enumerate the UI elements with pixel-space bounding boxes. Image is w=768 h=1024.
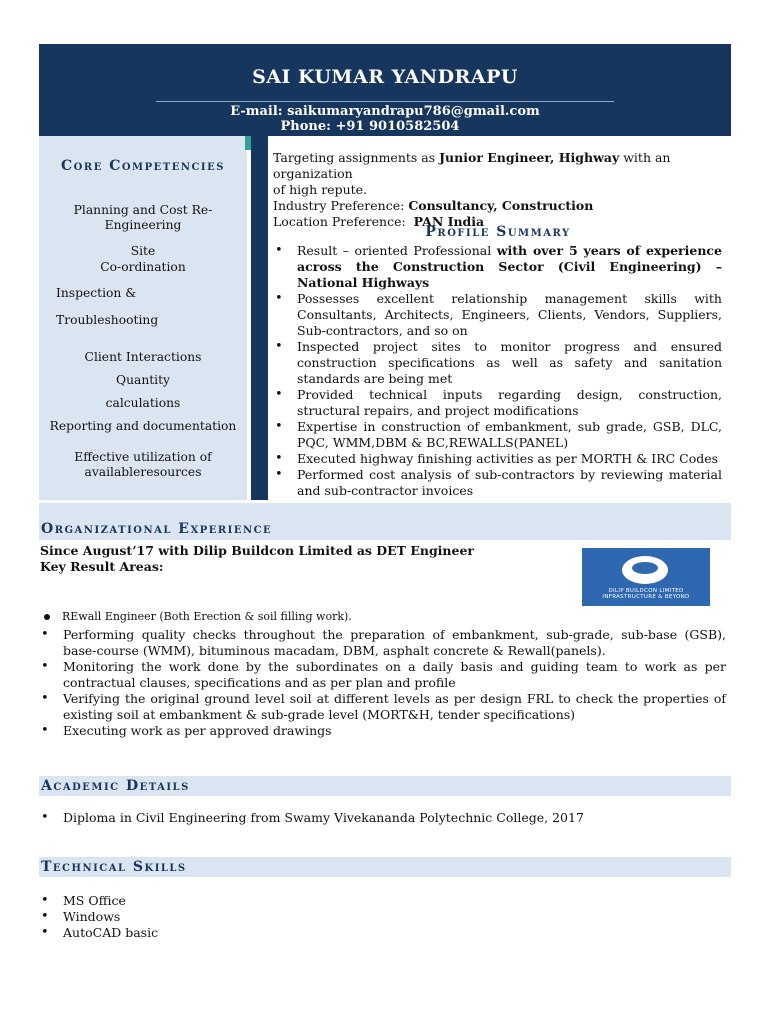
company-logo — [582, 548, 710, 606]
competency-item: calculations — [105, 396, 181, 410]
competency-item: Planning and Cost Re- — [73, 203, 213, 217]
responsibility-item: • Executing work as per approved drawings — [40, 723, 726, 739]
summary-item: • Expertise in construction of embankment, sub grade, GSB, DLC, PQC, WMM,DBM & BC,REWALLS(PANEL) — [274, 419, 722, 451]
skill-item: • Windows — [40, 909, 158, 925]
email-text: E-mail: saikumaryandrapu786@gmail.com — [230, 104, 540, 119]
responsibility-item: • Performing quality checks throughout the preparation of embankment, sub-grade, sub-base (GSB), base-course (WMM), bituminous macadam, DBM, asphalt concrete & Rewall(panels). — [40, 627, 726, 659]
objective-line: of high repute. — [273, 182, 368, 197]
objective-line: Targeting assignments as Junior Engineer, Highway with an organization — [273, 150, 671, 181]
competency-item: availableresources — [84, 465, 202, 479]
logo-swirl-inner — [632, 562, 658, 574]
summary-item: • Provided technical inputs regarding design, construction, structural repairs, and project modifications — [274, 387, 722, 419]
technical-title: Technical Skills — [41, 859, 187, 875]
competency-item: Site — [130, 244, 156, 258]
candidate-name: SAI KUMAR YANDRAPU — [252, 66, 518, 88]
competency-item: Co-ordination — [100, 260, 186, 274]
key-result-areas-label: Key Result Areas: — [40, 559, 164, 574]
logo-text: DILIP BUILDCON LIMITED INFRASTRUCTURE & BEYOND — [602, 588, 690, 600]
column-divider — [251, 136, 268, 500]
summary-item: • Possesses excellent relationship management skills with Consultants, Architects, Engineers, Clients, Vendors, Suppliers, Sub-contractors, and so on — [274, 291, 722, 339]
profile-summary-title: Profile Summary — [425, 224, 571, 240]
header-divider — [156, 101, 614, 102]
competency-item: Quantity — [115, 373, 170, 387]
responsibility-item: • Verifying the original ground level soil at different levels as per design FRL to check the properties of existing soil at embankment & sub-grade level (MORT&H, tender specifications) — [40, 691, 726, 723]
summary-item: • Inspected project sites to monitor progress and ensured construction specifications as well as safety and sanitation standards are being met — [274, 339, 722, 387]
skill-item: • MS Office — [40, 893, 158, 909]
competency-item: Inspection & — [56, 286, 137, 300]
responsibility-list — [40, 627, 726, 739]
summary-item: • Executed highway finishing activities as per MORTH & IRC Codes — [274, 451, 722, 467]
resume-header — [39, 44, 731, 136]
academic-list — [40, 810, 584, 826]
bullet-icon — [44, 614, 50, 620]
technical-list — [40, 893, 158, 941]
competency-item: Effective utilization of — [74, 450, 212, 464]
summary-item: • Performed cost analysis of sub-contractors by reviewing material and sub-contractor invoices — [274, 467, 722, 499]
core-competencies-panel — [39, 136, 247, 500]
responsibility-item: • Monitoring the work done by the subordinates on a daily basis and guiding team to work as per contractual clauses, specifications and as per plan and profile — [40, 659, 726, 691]
employment-line: Since August’17 with Dilip Buildcon Limited as DET Engineer — [40, 543, 475, 558]
competency-item: Troubleshooting — [56, 313, 159, 327]
summary-item: • Result – oriented Professional with over 5 years of experience across the Construction Sector (Civil Engineering) – National Highways — [274, 243, 722, 291]
competency-item: Client Interactions — [84, 350, 202, 364]
competency-item: Engineering — [104, 218, 182, 232]
core-competencies-title: Core Competencies — [61, 158, 225, 174]
skill-item: • AutoCAD basic — [40, 925, 158, 941]
phone-text: Phone: +91 9010582504 — [280, 119, 460, 134]
competency-item: Reporting and documentation — [49, 419, 237, 433]
academic-title: Academic Details — [41, 778, 190, 794]
profile-summary-list — [274, 243, 722, 499]
location-preference: Location Preference: PAN India — [273, 214, 485, 229]
industry-preference: Industry Preference: Consultancy, Construction — [273, 198, 594, 213]
experience-title: Organizational Experience — [41, 521, 273, 537]
role-line: REwall Engineer (Both Erection & soil filling work). — [44, 610, 352, 624]
academic-item: • Diploma in Civil Engineering from Swamy Vivekananda Polytechnic College, 2017 — [40, 810, 584, 826]
objective-block — [273, 150, 723, 230]
